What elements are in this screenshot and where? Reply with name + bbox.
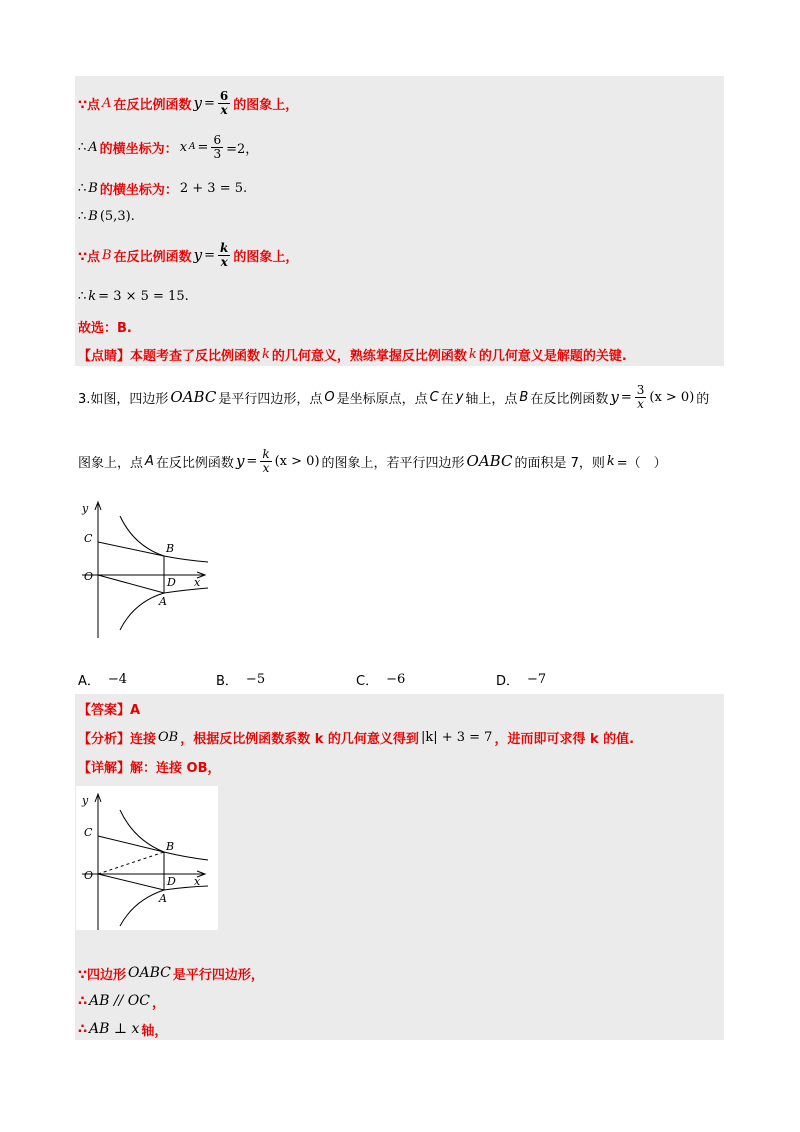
answer-figure	[74, 790, 224, 932]
question-figure	[74, 498, 224, 640]
option-c[interactable]: C． −6	[356, 672, 406, 689]
fraction-k-over-x: $\frac{k}{x}$	[220, 240, 229, 269]
detail-step-1: ∵四边形 OABC 是平行四边形，	[78, 965, 264, 983]
detail-line: 【详解】解：连接 OB，	[78, 760, 221, 776]
label-y: y	[82, 794, 89, 807]
curve-upper	[120, 516, 208, 562]
label-D: D	[167, 576, 176, 589]
analysis-line: 【分析】连接 OB ，根据反比例函数系数 k 的几何意义得到 |k| + 3 = 7 ，进而即可求得 k 的值.	[78, 729, 635, 747]
fraction-k-over-x-question: $\frac{k}{x}$	[262, 446, 270, 475]
segment-OB-dashed	[98, 852, 164, 874]
label-O: O	[84, 570, 94, 583]
label-A: A	[159, 595, 167, 608]
question-line-1: 3.如图，四边形 OABC 是平行四边形，点 O 是坐标原点，点 C 在 y 轴上，点 B 在反比例函数 y = $\frac{3}{x}$ (x > 0) 的	[78, 382, 710, 411]
segment-CB	[98, 836, 164, 852]
label-A: A	[159, 892, 167, 905]
solution-line-1: ∵点 A 在反比例函数 y = $\frac{6}{x}$ 的图象上，	[78, 88, 299, 117]
option-b[interactable]: B． −5	[216, 672, 266, 689]
label-x: x	[194, 576, 201, 589]
solution-line-6: ∴ k = 3 × 5 = 15.	[78, 288, 189, 304]
solution-line-4: ∴ B (5,3).	[78, 208, 135, 224]
segment-OA	[98, 874, 164, 890]
label-y: y	[82, 502, 89, 515]
segment-CB	[98, 542, 164, 556]
label-B: B	[166, 840, 175, 853]
solution-choice: 故选：B.	[78, 320, 132, 336]
option-d[interactable]: D． −7	[496, 672, 547, 689]
solution-line-5: ∵点 B 在反比例函数 y = $\frac{k}{x}$ 的图象上，	[78, 240, 299, 269]
label-C: C	[84, 532, 93, 545]
solution-line-3: ∴ B 的横坐标为： 2 + 3 = 5.	[78, 180, 248, 198]
segment-OA	[98, 575, 164, 593]
label-B: B	[166, 542, 175, 555]
label-x: x	[194, 875, 201, 888]
question-line-2: 图象上，点 A 在反比例函数 y = $\frac{k}{x}$ (x > 0) 的图象上，若平行四边形 OABC 的面积是 7，则 k =（ ）	[78, 446, 667, 475]
fraction-6-over-3: $\frac{6}{3}$	[213, 132, 222, 161]
detail-step-2: ∴ AB // OC ，	[78, 993, 165, 1011]
solution-comment: 【点睛】本题考查了反比例函数 k 的几何意义，熟练掌握反比例函数 k 的几何意义是解题的关键.	[78, 346, 627, 364]
solution-line-2: ∴ A 的横坐标为： x A = $\frac{6}{3}$ =2，	[78, 132, 259, 161]
detail-step-3: ∴ AB ⊥ x 轴，	[78, 1021, 168, 1039]
fraction-3-over-x: $\frac{3}{x}$	[636, 382, 645, 411]
fraction-6-over-x: $\frac{6}{x}$	[219, 88, 229, 117]
label-C: C	[84, 826, 93, 839]
label-D: D	[167, 875, 176, 888]
option-a[interactable]: A． −4	[78, 672, 128, 689]
label-O: O	[84, 869, 94, 882]
answer-line: 【答案】A	[78, 702, 141, 718]
